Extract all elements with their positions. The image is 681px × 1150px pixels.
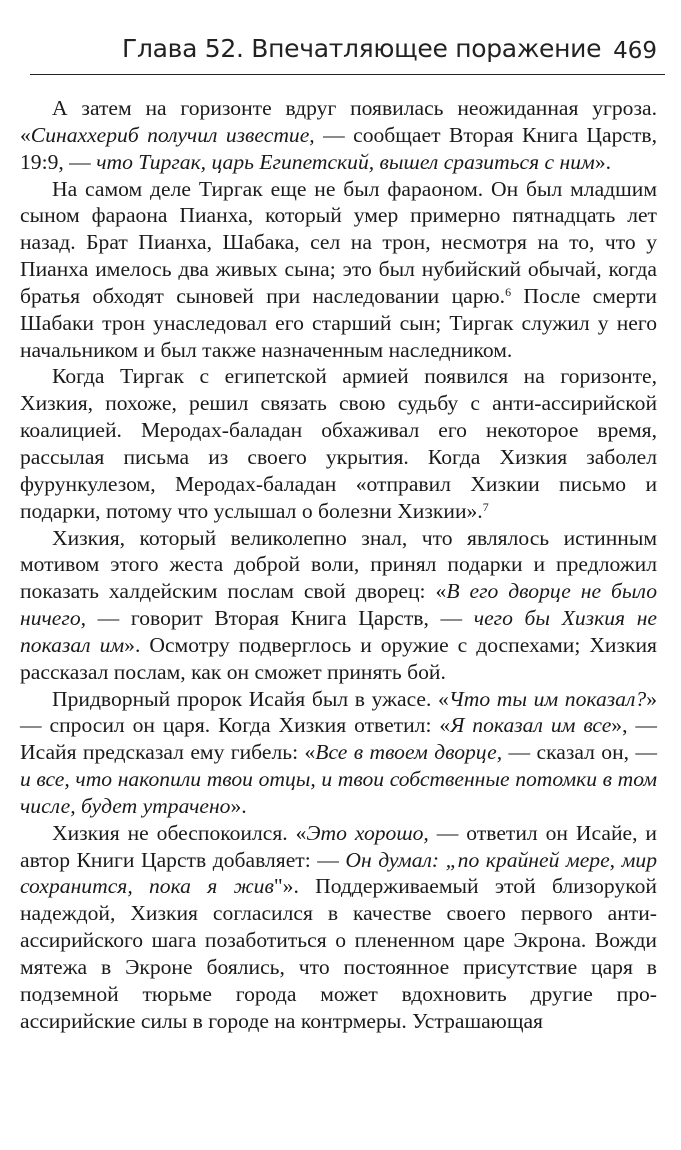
quote-run: Что ты им показал?	[448, 686, 647, 711]
text-run: ».	[230, 793, 247, 818]
quote-run: Синаххериб получил известие,	[30, 122, 315, 147]
text-run: "». Поддерживаемый этой близорукой надеждой, Хизкия согласился в качестве своего первого анти-ассирийского шага позаботиться о плененном царе Экрона. Вожди мятежа в Экроне боялись, что постоянное присутствие царя в подземной тюрьме города может вдохновить другие про-ассирийские силы в городе на контрмеры. Устрашающая	[20, 874, 657, 1033]
paragraph	[20, 525, 657, 686]
body-text	[20, 95, 657, 1035]
paragraph	[20, 176, 657, 364]
text-run: », — Исайя предсказал ему гибель: «	[20, 713, 658, 765]
text-run: ». Осмотру подверглось и оружие с доспехами; Хизкия рассказал послам, как он сможет принять бой.	[20, 632, 657, 684]
text-run: — говорит Вторая Книга Царств, —	[86, 606, 474, 631]
quote-run: Он думал: „по крайней мере, мир сохранится, пока я жив	[20, 847, 657, 899]
text-run: — сообщает Вторая Книга Царств, 19:9, —	[20, 122, 657, 174]
footnote-ref: 6	[505, 284, 512, 299]
text-run: После смерти Шабаки трон унаследовал его старший сын; Тиргак служил у него начальником и был также назначенным наследником.	[20, 283, 657, 362]
quote-run: В его дворце не было ничего,	[20, 579, 657, 631]
quote-run: Я показал им все	[450, 713, 612, 738]
quote-run: чего бы Хизкия не показал им	[20, 606, 657, 657]
paragraph	[20, 363, 657, 524]
text-run: На самом деле Тиргак еще не был фараоном. Он был младшим сыном фараона Пианха, который умер примерно пятнадцать лет назад. Брат Пианха, Шабака, сел на трон, несмотря на то, что у Пианха имелось два живых сына; это был нубийский обычай, когда братья обходят сыновей при наследовании царю.	[20, 176, 657, 308]
page-number: 469	[613, 38, 657, 64]
quote-run: Все в твоем дворце,	[315, 740, 503, 765]
running-header	[30, 30, 665, 75]
quote-run: что Тиргак, царь Египетский, вышел сразиться с ним	[96, 149, 595, 174]
text-run: Хизкия не обеспокоился. «	[52, 820, 307, 845]
text-run: — ответил он Исайе, и автор Книги Царств добавляет: —	[20, 820, 657, 872]
text-run: ».	[594, 149, 612, 174]
text-run: » — спросил он царя. Когда Хизкия ответил: «	[20, 686, 657, 738]
quote-run: и все, что накопили твои отцы, и твои собственные потомки в том числе, будет утрачено	[20, 767, 657, 818]
text-run: Придворный пророк Исайя был в ужасе. «	[52, 686, 449, 711]
footnote-ref: 7	[482, 499, 489, 514]
quote-run: Это хорошо,	[306, 820, 429, 845]
text-run: Хизкия, который великолепно знал, что являлось истинным мотивом этого жеста доброй воли, принял подарки и предложил показать халдейским послам свой дворец: «	[20, 525, 657, 604]
paragraph	[20, 820, 657, 1035]
paragraph	[20, 686, 657, 820]
chapter-title: Глава 52. Впечатляющее поражение	[122, 34, 602, 63]
text-run: — сказал он, —	[502, 740, 658, 765]
text-run: Когда Тиргак с египетской армией появился на горизонте, Хизкия, похоже, решил связать свою судьбу с анти-ассирийской коалицией. Меродах-баладан обхаживал его некоторое время, рассылая письма из своего укрытия. Когда Хизкия заболел фурункулезом, Меродах-баладан «отправил Хизкии письмо и подарки, потому что услышал о болезни Хизкии».	[20, 364, 657, 523]
paragraph	[20, 95, 657, 176]
text-run: А затем на горизонте вдруг появилась неожиданная угроза. «	[20, 96, 657, 147]
